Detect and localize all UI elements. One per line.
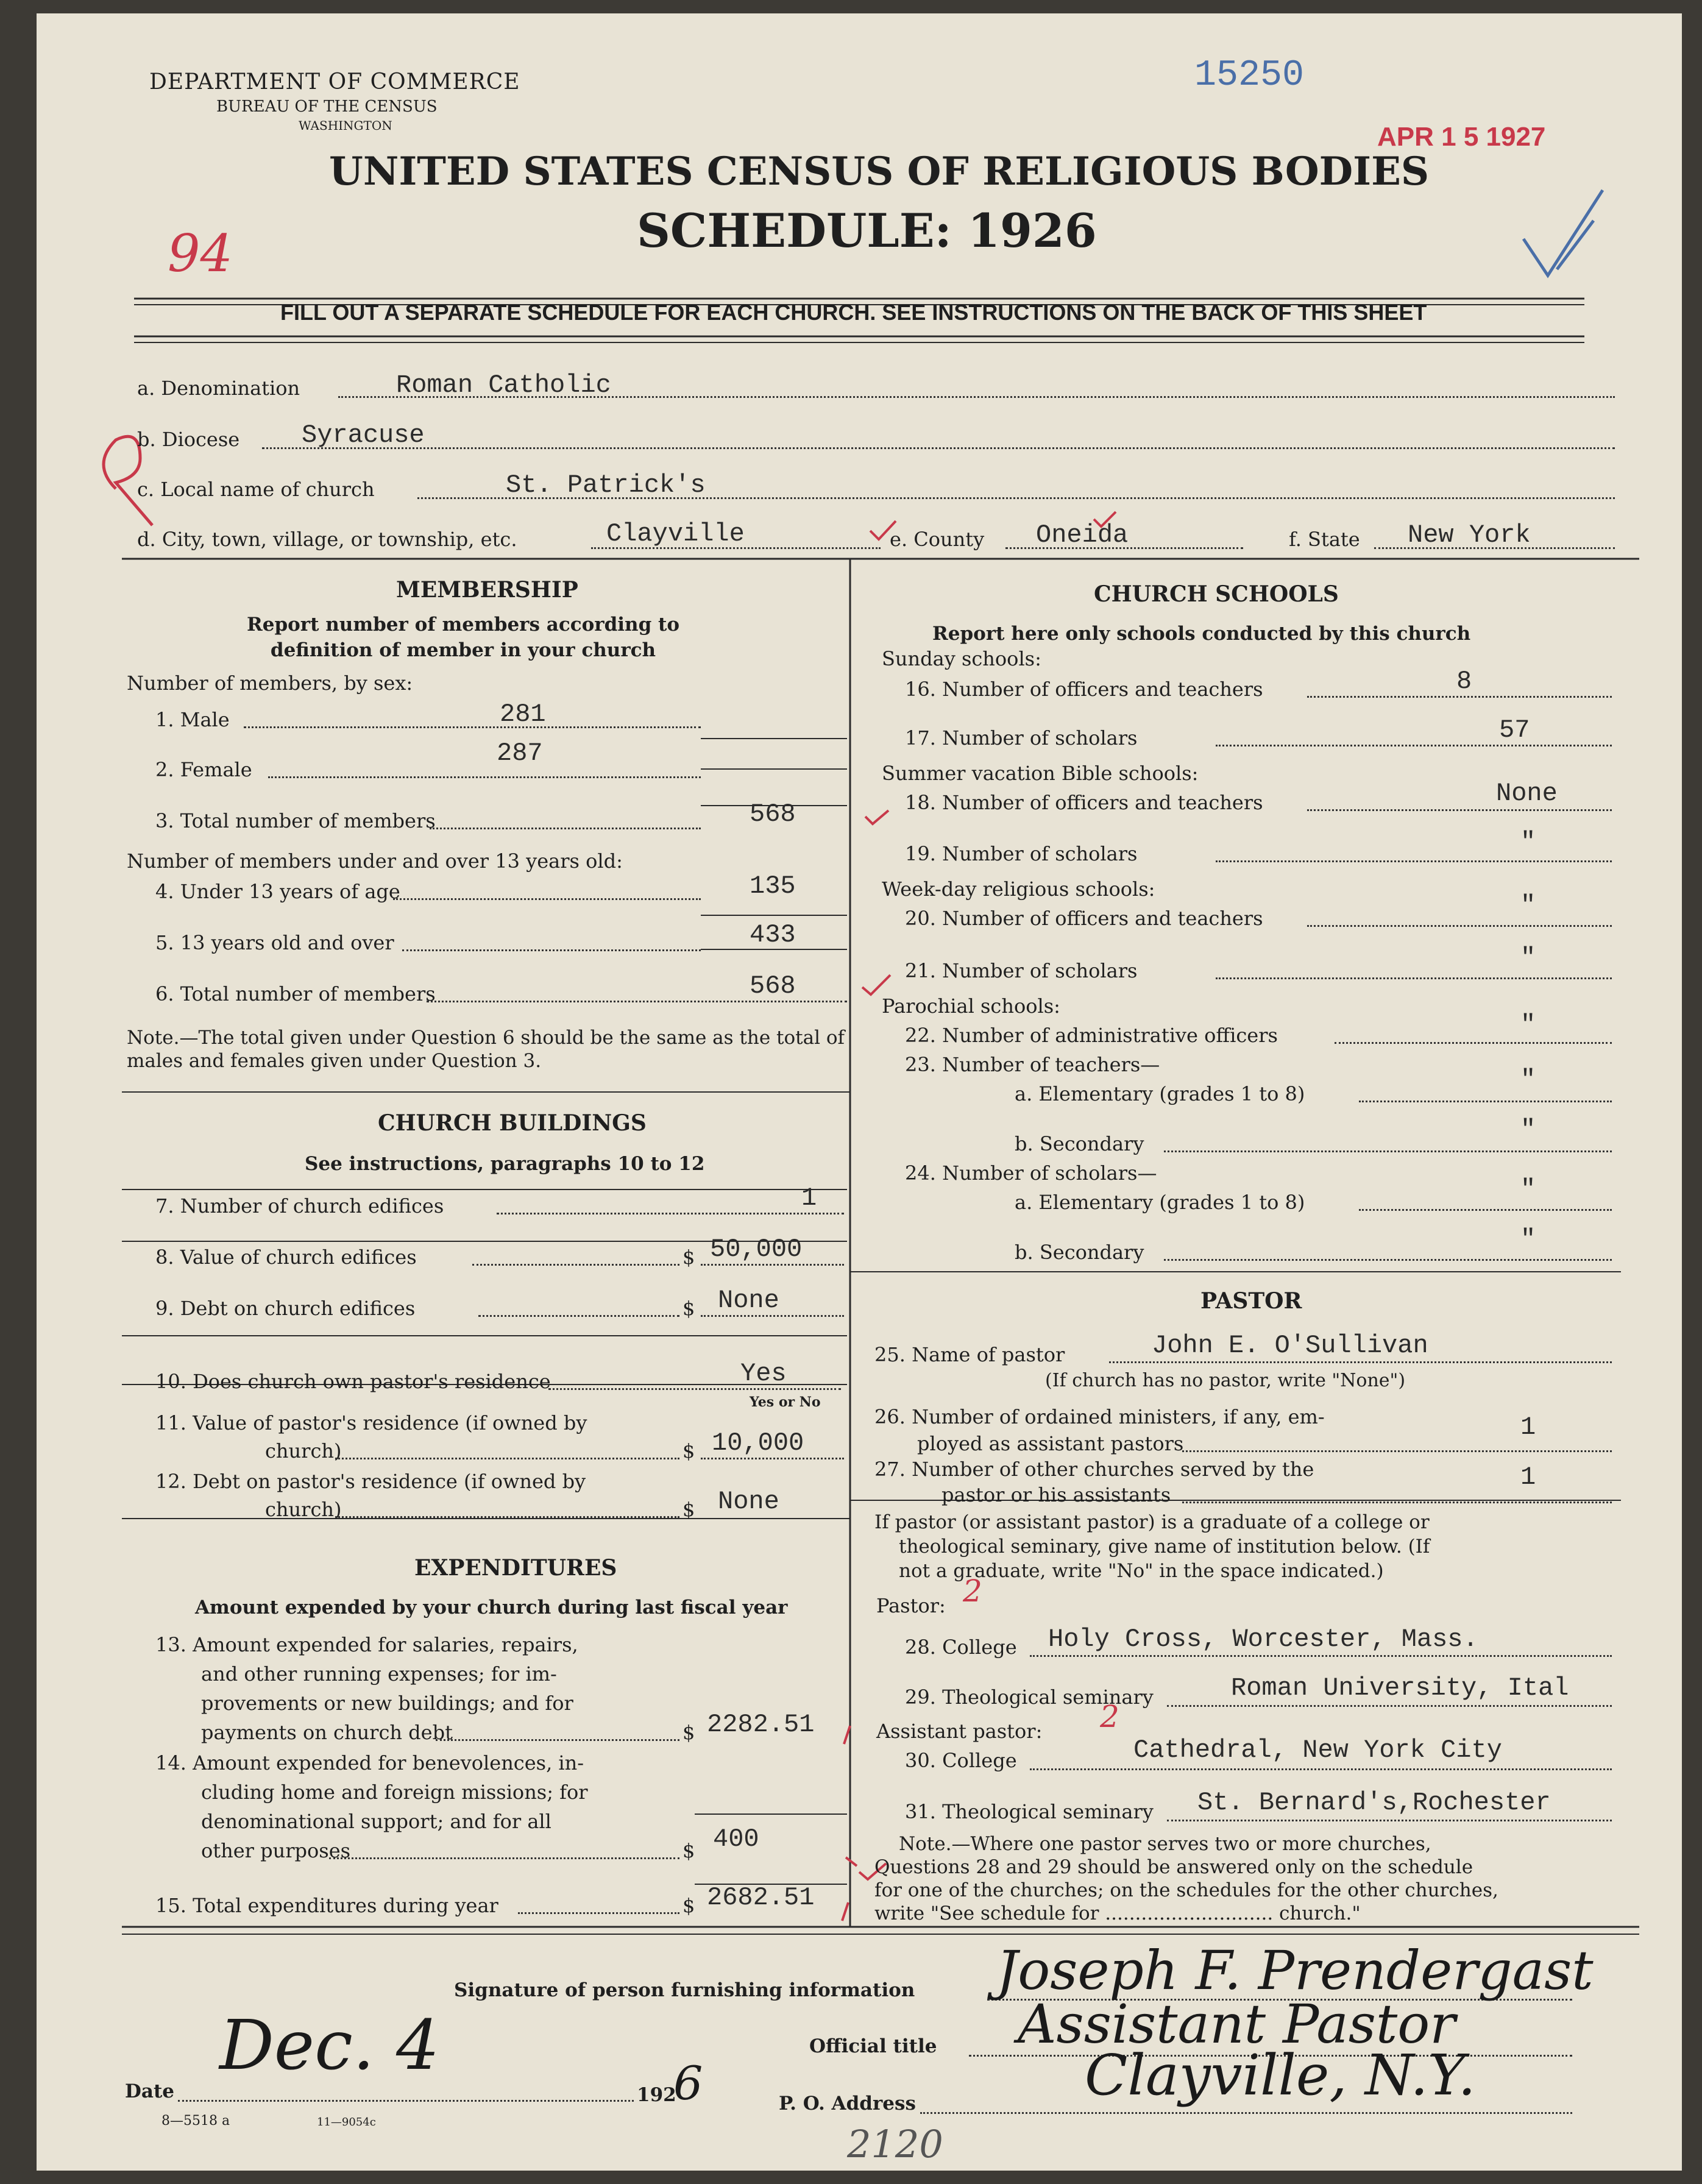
- q7-value[interactable]: 1: [801, 1183, 817, 1213]
- q31-label: 31. Theological seminary: [905, 1800, 1154, 1823]
- church-name-label: c. Local name of church: [137, 478, 375, 501]
- q18-value[interactable]: None: [1496, 779, 1558, 808]
- pastor-note-line3: for one of the churches; on the schedules for the other churches,: [874, 1879, 1498, 1901]
- q24b-label: b. Secondary: [1015, 1241, 1144, 1264]
- year-digit[interactable]: 6: [673, 2056, 703, 2110]
- q10-value[interactable]: Yes: [740, 1359, 787, 1388]
- q6-value[interactable]: 568: [750, 971, 796, 1001]
- signature-value[interactable]: Joseph F. Prendergast: [996, 1939, 1594, 2002]
- q30-value[interactable]: Cathedral, New York City: [1133, 1736, 1502, 1765]
- q2-value[interactable]: 287: [497, 739, 543, 768]
- members-by-sex-label: Number of members, by sex:: [127, 672, 413, 695]
- q25-label: 25. Name of pastor: [874, 1343, 1065, 1366]
- form-number: 8—5518 a: [161, 2113, 230, 2129]
- city-value[interactable]: Clayville: [606, 519, 745, 548]
- q11-label-line1: 11. Value of pastor's residence (if owned by: [155, 1411, 587, 1434]
- q13-line4: payments on church debt: [201, 1721, 453, 1744]
- official-title-label: Official title: [809, 2035, 937, 2057]
- q29-value[interactable]: Roman University, Ital: [1231, 1673, 1569, 1703]
- q23a-label: a. Elementary (grades 1 to 8): [1015, 1082, 1305, 1105]
- q8-label: 8. Value of church edifices: [155, 1246, 417, 1269]
- q13-line1: 13. Amount expended for salaries, repairs,: [155, 1633, 578, 1656]
- parochial-schools-label: Parochial schools:: [882, 994, 1060, 1018]
- members-by-age-label: Number of members under and over 13 years old:: [127, 849, 623, 873]
- q3-value[interactable]: 568: [750, 800, 796, 829]
- q22-value[interactable]: ": [1520, 1010, 1536, 1040]
- q14-line4: other purposes: [201, 1839, 351, 1862]
- membership-note: Note.—The total given under Question 6 should be the same as the total of males and females given under Question 3.: [127, 1027, 845, 1072]
- q24b-value[interactable]: ": [1520, 1225, 1536, 1254]
- print-code: 11—9054c: [317, 2116, 376, 2129]
- q13-dollar: $: [683, 1721, 695, 1744]
- q10-label: 10. Does church own pastor's residence: [155, 1370, 551, 1393]
- q11-value[interactable]: 10,000: [712, 1428, 804, 1458]
- graduate-note-line1: If pastor (or assistant pastor) is a graduate of a college or: [874, 1511, 1430, 1533]
- q28-label: 28. College: [905, 1636, 1017, 1659]
- q19-value[interactable]: ": [1520, 828, 1536, 857]
- q2-label: 2. Female: [155, 758, 252, 781]
- q12-label-line2: church): [265, 1498, 342, 1521]
- expenditures-heading: EXPENDITURES: [414, 1555, 617, 1581]
- q12-label-line1: 12. Debt on pastor's residence (if owned by: [155, 1470, 586, 1493]
- bottom-archive-number: 2120: [847, 2122, 943, 2166]
- q6-label: 6. Total number of members: [155, 982, 436, 1005]
- official-title-value[interactable]: Assistant Pastor: [1018, 1993, 1456, 2055]
- diocese-label: b. Diocese: [137, 428, 240, 451]
- buildings-heading: CHURCH BUILDINGS: [378, 1110, 647, 1136]
- q20-value[interactable]: ": [1520, 891, 1536, 920]
- q21-value[interactable]: ": [1520, 943, 1536, 973]
- assistant-pastor-subheading: Assistant pastor:: [876, 1720, 1043, 1743]
- q9-value[interactable]: None: [718, 1286, 779, 1315]
- state-label: f. State: [1289, 528, 1360, 551]
- q26-value[interactable]: 1: [1520, 1413, 1536, 1442]
- q4-value[interactable]: 135: [750, 871, 796, 901]
- q13-line2: and other running expenses; for im-: [201, 1662, 557, 1686]
- q15-label: 15. Total expenditures during year: [155, 1894, 498, 1917]
- membership-intro: Report number of members according to definition of member in your church: [246, 614, 680, 661]
- year-prefix: 192: [637, 2084, 676, 2106]
- q14-dollar: $: [683, 1839, 695, 1862]
- q27-value[interactable]: 1: [1520, 1462, 1536, 1492]
- assistant-red-mark: 2: [1100, 1699, 1119, 1734]
- county-label: e. County: [890, 528, 985, 551]
- po-address-value[interactable]: Clayville, N.Y.: [1085, 2043, 1476, 2108]
- schools-heading: CHURCH SCHOOLS: [1094, 581, 1339, 607]
- q16-label: 16. Number of officers and teachers: [905, 678, 1263, 701]
- church-name-value[interactable]: St. Patrick's: [506, 470, 706, 500]
- q27-label-line1: 27. Number of other churches served by the: [874, 1458, 1314, 1481]
- instruction-bar: FILL OUT A SEPARATE SCHEDULE FOR EACH CHURCH. SEE INSTRUCTIONS ON THE BACK OF THIS SHEET: [280, 300, 1427, 325]
- q13-value[interactable]: 2282.51: [707, 1710, 815, 1739]
- q31-value[interactable]: St. Bernard's,Rochester: [1197, 1788, 1551, 1817]
- q13-line3: provements or new buildings; and for: [201, 1692, 573, 1715]
- q1-label: 1. Male: [155, 708, 230, 731]
- q11-dollar: $: [683, 1439, 695, 1462]
- pastor-heading: PASTOR: [1200, 1288, 1302, 1314]
- denomination-value[interactable]: Roman Catholic: [396, 370, 611, 400]
- city-name: WASHINGTON: [299, 118, 392, 133]
- q23-label: 23. Number of teachers—: [905, 1053, 1160, 1076]
- pastor-note-line1: Note.—Where one pastor serves two or more churches,: [899, 1833, 1431, 1855]
- date-value[interactable]: Dec. 4: [219, 2006, 440, 2085]
- q4-label: 4. Under 13 years of age: [155, 880, 400, 903]
- q26-label-line1: 26. Number of ordained ministers, if any, em-: [874, 1405, 1325, 1428]
- graduate-note-line2: theological seminary, give name of institution below. (If: [899, 1536, 1430, 1558]
- q28-value[interactable]: Holy Cross, Worcester, Mass.: [1048, 1625, 1478, 1654]
- state-value[interactable]: New York: [1408, 520, 1531, 550]
- serial-number-stamp: 15250: [1194, 55, 1305, 96]
- q14-line1: 14. Amount expended for benevolences, in-: [155, 1751, 584, 1774]
- q5-label: 5. 13 years old and over: [155, 931, 394, 954]
- city-label: d. City, town, village, or township, etc.: [137, 528, 517, 551]
- q23a-value[interactable]: ": [1520, 1065, 1536, 1094]
- pastor-subheading: Pastor:: [876, 1594, 946, 1617]
- q29-label: 29. Theological seminary: [905, 1686, 1154, 1709]
- graduate-note-line3: not a graduate, write "No" in the space indicated.): [899, 1560, 1384, 1582]
- q10-hint: Yes or No: [750, 1394, 821, 1410]
- form-title: UNITED STATES CENSUS OF RELIGIOUS BODIES: [329, 149, 1430, 194]
- q26-label-line2: ployed as assistant pastors: [917, 1432, 1184, 1455]
- schedule-title: SCHEDULE: 1926: [637, 204, 1097, 258]
- denomination-label: a. Denomination: [137, 377, 300, 400]
- q9-label: 9. Debt on church edifices: [155, 1297, 416, 1320]
- q12-dollar: $: [683, 1498, 695, 1521]
- q17-value[interactable]: 57: [1499, 715, 1530, 745]
- q30-label: 30. College: [905, 1749, 1017, 1772]
- q5-value[interactable]: 433: [750, 920, 796, 949]
- department-name: DEPARTMENT OF COMMERCE: [149, 69, 520, 94]
- q19-label: 19. Number of scholars: [905, 842, 1138, 865]
- q23b-value[interactable]: ": [1520, 1115, 1536, 1144]
- q17-label: 17. Number of scholars: [905, 726, 1138, 750]
- q24a-label: a. Elementary (grades 1 to 8): [1015, 1191, 1305, 1214]
- diocese-value[interactable]: Syracuse: [302, 420, 425, 450]
- q25-value[interactable]: John E. O'Sullivan: [1152, 1331, 1428, 1360]
- q27-label-line2: pastor or his assistants: [941, 1483, 1171, 1506]
- census-form: [37, 13, 1682, 2171]
- q8-value[interactable]: 50,000: [710, 1235, 803, 1264]
- received-date-stamp: APR 1 5 1927: [1377, 122, 1546, 152]
- q16-value[interactable]: 8: [1456, 667, 1472, 696]
- q14-line2: cluding home and foreign missions; for: [201, 1781, 588, 1804]
- q21-label: 21. Number of scholars: [905, 959, 1138, 982]
- q8-dollar: $: [683, 1246, 695, 1269]
- q20-label: 20. Number of officers and teachers: [905, 907, 1263, 930]
- q23b-label: b. Secondary: [1015, 1132, 1144, 1155]
- county-value[interactable]: Oneida: [1036, 520, 1129, 550]
- q3-label: 3. Total number of members: [155, 809, 436, 832]
- q12-value[interactable]: None: [718, 1487, 779, 1516]
- q1-value[interactable]: 281: [500, 700, 546, 729]
- expenditures-subheading: Amount expended by your church during last fiscal year: [195, 1597, 788, 1618]
- sunday-schools-label: Sunday schools:: [882, 647, 1041, 670]
- bureau-name: BUREAU OF THE CENSUS: [216, 98, 438, 116]
- po-address-label: P. O. Address: [779, 2093, 916, 2115]
- q15-value[interactable]: 2682.51: [707, 1883, 815, 1912]
- pastor-note-line4: write "See schedule for ............................ church.": [874, 1902, 1361, 1924]
- pastor-note-line2: Questions 28 and 29 should be answered only on the schedule: [874, 1856, 1473, 1878]
- q24-label: 24. Number of scholars—: [905, 1161, 1157, 1185]
- q11-label-line2: church): [265, 1439, 342, 1462]
- membership-heading: MEMBERSHIP: [396, 577, 578, 603]
- q15-dollar: $: [683, 1894, 695, 1917]
- schools-intro: Report here only schools conducted by this church: [932, 623, 1471, 645]
- q18-label: 18. Number of officers and teachers: [905, 791, 1263, 814]
- date-label: Date: [125, 2080, 175, 2102]
- q14-line3: denominational support; and for all: [201, 1810, 551, 1833]
- pastor-red-mark: 2: [963, 1573, 982, 1609]
- signature-label: Signature of person furnishing information: [454, 1979, 915, 2001]
- weekday-schools-label: Week-day religious schools:: [882, 878, 1155, 901]
- margin-number: 94: [168, 224, 233, 283]
- q14-value[interactable]: 400: [713, 1824, 759, 1854]
- q25-hint: (If church has no pastor, write "None"): [1045, 1370, 1406, 1391]
- q22-label: 22. Number of administrative officers: [905, 1024, 1278, 1047]
- buildings-subheading: See instructions, paragraphs 10 to 12: [305, 1153, 705, 1175]
- q24a-value[interactable]: ": [1520, 1175, 1536, 1204]
- q9-dollar: $: [683, 1297, 695, 1320]
- q7-label: 7. Number of church edifices: [155, 1194, 444, 1218]
- summer-schools-label: Summer vacation Bible schools:: [882, 762, 1199, 785]
